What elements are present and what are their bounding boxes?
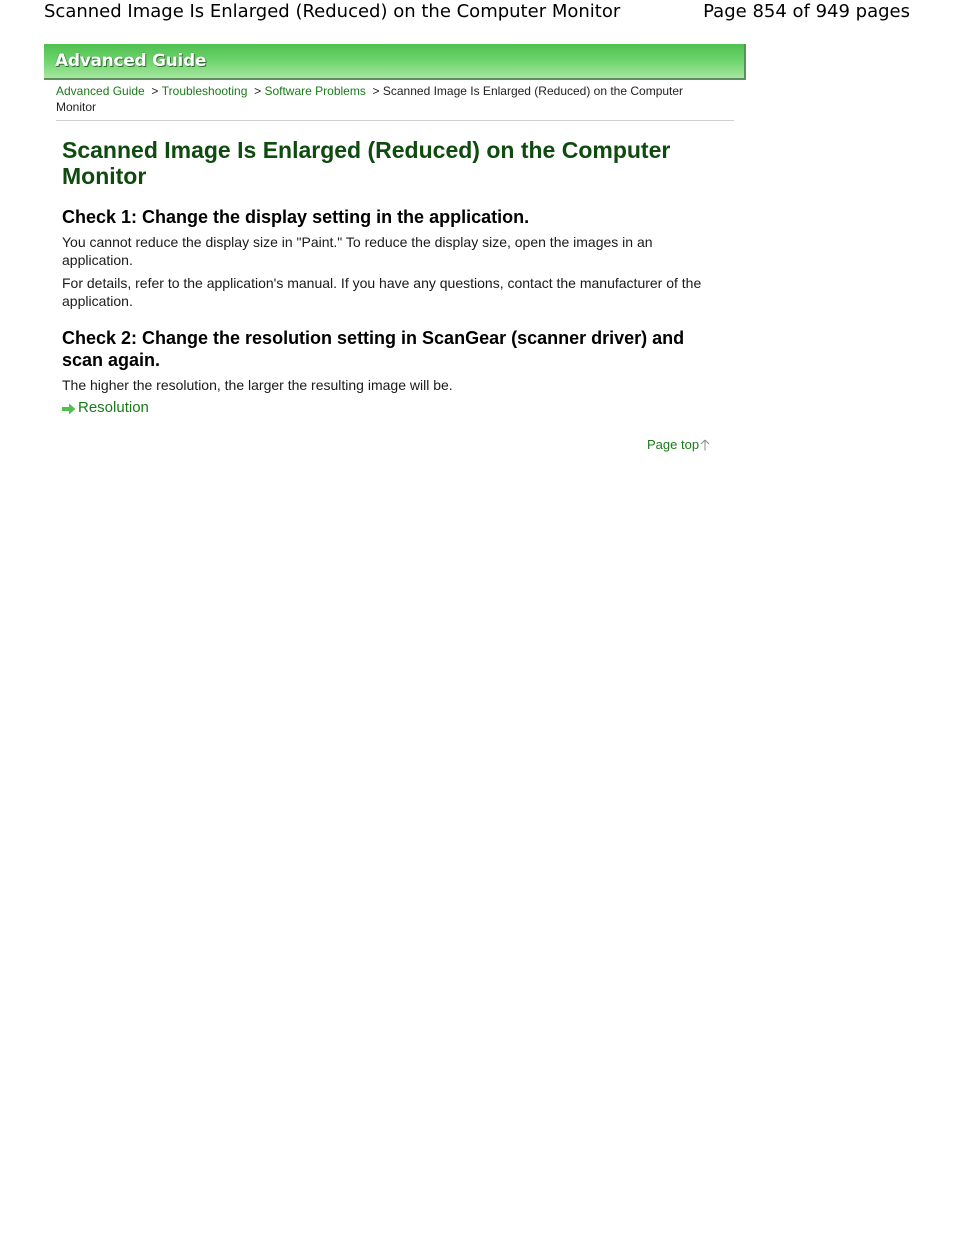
resolution-link[interactable] (62, 399, 722, 417)
up-arrow-icon (700, 439, 710, 451)
breadcrumb-software-problems[interactable]: Software Problems (264, 84, 366, 98)
breadcrumb-separator: > (151, 84, 159, 98)
article-content (62, 137, 722, 417)
breadcrumb-separator: > (254, 84, 262, 98)
page-title: Scanned Image Is Enlarged (Reduced) on the Computer Monitor (62, 137, 671, 189)
check2-paragraph-1: The higher the resolution, the larger the resulting image will be. (62, 377, 453, 393)
breadcrumb-current: Scanned Image Is Enlarged (Reduced) on the Computer Monitor (56, 84, 684, 114)
page-top-link[interactable] (647, 437, 710, 453)
page-header (0, 0, 954, 30)
breadcrumb-separator: > (372, 84, 380, 98)
check1-heading: Check 1: Change the display setting in the application. (62, 207, 530, 227)
advanced-guide-banner (44, 44, 746, 80)
check1-paragraph-2: For details, refer to the application's manual. If you have any questions, contact the manufacturer of the application. (62, 275, 702, 309)
breadcrumb (56, 83, 716, 115)
breadcrumb-advanced-guide[interactable]: Advanced Guide (56, 84, 145, 98)
page-top-label[interactable]: Page top (647, 437, 700, 452)
document-title: Scanned Image Is Enlarged (Reduced) on the Computer Monitor (44, 1, 621, 22)
right-arrow-icon (62, 402, 76, 414)
banner-label: Advanced Guide (55, 51, 207, 71)
check1-paragraph-1: You cannot reduce the display size in "Paint." To reduce the display size, open the images in an application. (62, 234, 653, 268)
resolution-link-label[interactable]: Resolution (78, 399, 149, 416)
breadcrumb-divider (56, 120, 734, 121)
page-count: Page 854 of 949 pages (703, 1, 910, 22)
check2-heading: Check 2: Change the resolution setting in ScanGear (scanner driver) and scan again. (62, 328, 685, 370)
breadcrumb-troubleshooting[interactable]: Troubleshooting (161, 84, 248, 98)
